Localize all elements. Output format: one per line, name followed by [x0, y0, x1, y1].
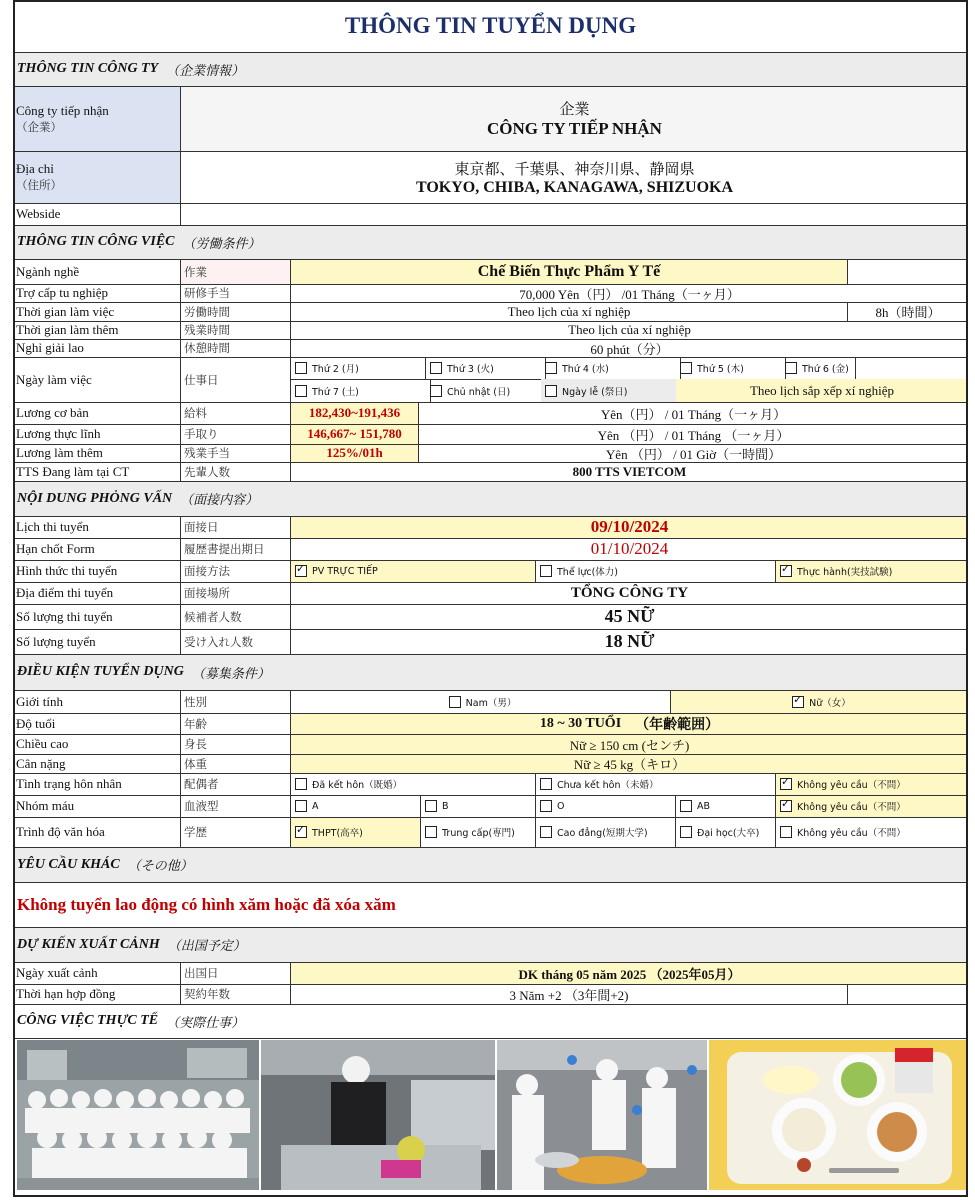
weight-value: Nữ ≥ 45 kg（キロ）	[291, 754, 968, 773]
departure-date-label: Ngày xuất cảnh	[13, 962, 181, 984]
section-title: ĐIỀU KIỆN TUYỂN DỤNG	[17, 664, 184, 679]
net-salary-unit: Yên （円） / 01 Tháng （一ヶ月）	[597, 427, 790, 443]
section-job	[13, 225, 968, 259]
overtime-pay-unit: Yên （円） / 01 Giờ（一時間）	[605, 446, 782, 462]
gender-label-jp: 性別	[181, 690, 291, 713]
checkbox-icon	[785, 362, 797, 374]
checkbox-icon	[425, 800, 437, 812]
departure-date-value: DK tháng 05 năm 2025 （2025年05月）	[291, 962, 968, 984]
education-label-jp: 学歴	[181, 817, 291, 847]
receiver-value-jp: 企業	[559, 100, 590, 118]
address-value-jp: 東京都、千葉県、神奈川県、静岡県	[454, 159, 695, 178]
blood-option-b[interactable]: B	[421, 795, 536, 817]
weight-label-jp: 体重	[181, 754, 291, 773]
checkbox-icon	[540, 778, 552, 790]
candidates-label: Số lượng thi tuyển	[13, 604, 181, 629]
address-label-jp: （住所）	[16, 178, 62, 192]
checkbox-icon	[540, 800, 552, 812]
deadline-label: Hạn chốt Form	[13, 538, 181, 560]
interview-place-row	[13, 582, 968, 604]
section-title-jp: （出国予定）	[167, 939, 246, 954]
interview-date-value: 09/10/2024	[291, 516, 968, 538]
blood-label-jp: 血液型	[181, 795, 291, 817]
other-note-row	[13, 882, 968, 927]
deadline-label-jp: 履歴書提出期日	[181, 538, 291, 560]
workday-mon[interactable]: Thứ 2 (月)	[291, 357, 426, 379]
job-overtime-row	[13, 321, 968, 339]
workday-sun[interactable]: Chủ nhật (日)	[426, 379, 546, 402]
checkbox-icon	[680, 826, 692, 838]
workdays-label: Ngày làm việc	[13, 357, 181, 402]
method-label: Hình thức thi tuyển	[13, 560, 181, 582]
section-title: DỰ KIẾN XUẤT CẢNH	[17, 936, 160, 952]
age-label: Độ tuổi	[13, 713, 181, 734]
checkbox-icon	[295, 778, 307, 790]
marital-label: Tình trạng hôn nhân	[13, 773, 181, 795]
section-title: THÔNG TIN CÔNG TY	[17, 61, 159, 76]
checkbox-checked-icon	[780, 800, 792, 812]
job-workdays-row	[13, 357, 968, 402]
workday-holiday[interactable]: Ngày lễ (祭日)	[541, 379, 681, 402]
workday-wed[interactable]: Thứ 4 (水)	[541, 357, 681, 379]
departure-date-row	[13, 962, 968, 984]
job-break-row	[13, 339, 968, 357]
job-allowance-row	[13, 284, 968, 302]
workdays-label-jp: 仕事日	[181, 357, 291, 402]
company-website-row	[13, 203, 968, 225]
method-option-physical[interactable]: Thể lực(体力)	[536, 560, 776, 582]
base-salary-unit: Yên（円） / 01 Tháng（一ヶ月）	[600, 406, 787, 422]
candidates-value: 45 NỮ	[604, 606, 655, 626]
checkbox-checked-icon	[780, 778, 792, 790]
method-label-jp: 面接方法	[181, 560, 291, 582]
section-title: THÔNG TIN CÔNG VIỆC	[17, 234, 175, 249]
job-worktime-row	[13, 302, 968, 321]
place-value: TỔNG CÔNG TY	[570, 584, 689, 601]
gender-option-female[interactable]: ✓ Nữ（女）	[671, 690, 968, 713]
checkbox-icon	[295, 800, 307, 812]
interview-method-row	[13, 560, 968, 582]
contract-label: Thời hạn hợp đồng	[13, 984, 181, 1004]
tts-label: TTS Đang làm tại CT	[13, 462, 181, 481]
job-industry-row	[13, 259, 968, 284]
factory-group-photo	[17, 1040, 259, 1190]
deadline-value: 01/10/2024	[590, 539, 669, 558]
checkbox-icon	[545, 362, 557, 374]
section-title-jp: （企業情報）	[166, 63, 245, 79]
age-value: 18 ~ 30 TUỔI	[539, 715, 622, 731]
interview-date-row	[13, 516, 968, 538]
interview-deadline-row	[13, 538, 968, 560]
allowance-label-jp: 研修手当	[181, 284, 291, 302]
age-label-jp: 年齢	[181, 713, 291, 734]
section-title-jp: （その他）	[127, 859, 193, 874]
education-option-college[interactable]: Cao đẳng(短期大学)	[536, 817, 676, 847]
checkbox-icon	[425, 826, 437, 838]
break-value: 60 phút（分）	[590, 341, 669, 357]
receiver-label: Công ty tiếp nhận	[16, 102, 109, 118]
section-departure	[13, 927, 968, 962]
workday-fri[interactable]: Thứ 6 (金)	[781, 357, 856, 379]
allowance-value: 70,000 Yên（円） /01 Tháng（一ヶ月）	[519, 286, 740, 302]
education-label: Trình độ văn hóa	[13, 817, 181, 847]
industry-label: Ngành nghề	[13, 259, 181, 284]
cond-height-row	[13, 734, 968, 754]
checkbox-icon	[295, 362, 307, 374]
worktime-label-jp: 労働時間	[181, 302, 291, 321]
cond-gender-row	[13, 690, 968, 713]
contract-value: 3 Năm +2 （3年間+2)	[291, 984, 848, 1004]
base-salary-label-jp: 給料	[181, 402, 291, 424]
height-label-jp: 身長	[181, 734, 291, 754]
blood-option-ab[interactable]: AB	[676, 795, 776, 817]
section-title-jp: （実際仕事）	[166, 1015, 245, 1031]
section-title: CÔNG VIỆC THỰC TẾ	[17, 1013, 159, 1028]
checkbox-checked-icon	[295, 565, 307, 577]
education-option-university[interactable]: Đại học(大卒)	[676, 817, 776, 847]
place-label: Địa điểm thi tuyển	[13, 582, 181, 604]
receiver-label-jp: （企業）	[16, 119, 62, 134]
gender-label: Giới tính	[13, 690, 181, 713]
cond-age-row	[13, 713, 968, 734]
checkbox-icon	[449, 696, 461, 708]
net-salary-label-jp: 手取り	[181, 424, 291, 444]
departure-contract-row	[13, 984, 968, 1004]
blood-label: Nhóm máu	[13, 795, 181, 817]
tts-value: 800 TTS VIETCOM	[572, 463, 687, 479]
title-bar	[13, 0, 968, 52]
overtime-pay-label-jp: 残業手当	[181, 444, 291, 462]
section-title-jp: （労働条件）	[182, 236, 261, 252]
gender-option-male[interactable]: Nam（男）	[291, 690, 671, 713]
contract-label-jp: 契約年数	[181, 984, 291, 1004]
education-option-vocational[interactable]: Trung cấp(専門)	[421, 817, 536, 847]
worktime-label: Thời gian làm việc	[13, 302, 181, 321]
worktime-hours: 8h（時間）	[875, 305, 941, 320]
address-label: Địa chỉ	[16, 161, 54, 176]
marital-option-any[interactable]: ✓ Không yêu cầu（不問）	[776, 773, 968, 795]
staff-cheering-photo	[497, 1040, 707, 1190]
checkbox-icon	[430, 385, 442, 397]
industry-value: Chế Biến Thực Phẩm Y Tế	[291, 259, 848, 284]
section-other	[13, 847, 968, 882]
address-value: TOKYO, CHIBA, KANAGAWA, SHIZUOKA	[415, 178, 734, 196]
place-label-jp: 面接場所	[181, 582, 291, 604]
job-base-salary-row	[13, 402, 968, 424]
checkbox-icon	[430, 362, 442, 374]
checkbox-checked-icon	[780, 565, 792, 577]
job-tts-row	[13, 462, 968, 481]
method-option-direct[interactable]: ✓ PV TRỰC TIẾP	[291, 560, 536, 582]
blood-option-any[interactable]: ✓ Không yêu cầu（不問）	[776, 795, 968, 817]
net-salary-amount: 146,667~ 151,780	[291, 424, 419, 444]
tts-label-jp: 先輩人数	[181, 462, 291, 481]
hires-label-jp: 受け入れ人数	[181, 629, 291, 654]
marital-option-single[interactable]: Chưa kết hôn（未婚）	[536, 773, 776, 795]
checkbox-icon	[545, 385, 557, 397]
industry-label-jp: 作業	[181, 259, 291, 284]
overtime-label: Thời gian làm thêm	[13, 321, 181, 339]
checkbox-icon	[540, 565, 552, 577]
interview-candidates-row	[13, 604, 968, 629]
education-option-any[interactable]: Không yêu cầu（不問）	[776, 817, 968, 847]
overtime-pay-amount: 125%/01h	[291, 444, 419, 462]
interview-date-label-jp: 面接日	[181, 516, 291, 538]
height-label: Chiều cao	[13, 734, 181, 754]
hires-value: 18 NỮ	[604, 631, 655, 651]
photo-strip	[13, 1040, 968, 1190]
base-salary-amount: 182,430~191,436	[291, 402, 419, 424]
age-value-jp: （年齢範囲）	[635, 716, 720, 733]
workday-thu[interactable]: Thứ 5 (木)	[676, 357, 786, 379]
break-label: Nghỉ giải lao	[13, 339, 181, 357]
workday-tue[interactable]: Thứ 3 (火)	[426, 357, 546, 379]
overtime-value: Theo lịch của xí nghiệp	[568, 322, 691, 337]
section-title: NỘI DUNG PHỎNG VẤN	[17, 490, 173, 506]
departure-date-label-jp: 出国日	[181, 962, 291, 984]
checkbox-icon	[295, 385, 307, 397]
blood-option-a[interactable]: A	[291, 795, 421, 817]
education-option-highschool[interactable]: ✓ THPT(高卒)	[291, 817, 421, 847]
section-title-jp: （面接内容）	[180, 493, 259, 508]
interview-date-label: Lịch thi tuyển	[13, 516, 181, 538]
job-overtime-pay-row	[13, 444, 968, 462]
receiver-value: CÔNG TY TIẾP NHẬN	[487, 119, 662, 138]
checkbox-icon	[540, 826, 552, 838]
checkbox-checked-icon	[295, 826, 307, 838]
base-salary-label: Lương cơ bản	[13, 402, 181, 424]
company-address-row	[13, 151, 968, 203]
website-value	[181, 203, 968, 225]
section-title-jp: （募集条件）	[191, 666, 270, 682]
checkbox-checked-icon	[792, 696, 804, 708]
section-title: YÊU CẦU KHÁC	[17, 856, 120, 872]
website-label: Webside	[13, 203, 181, 225]
method-option-practical[interactable]: ✓ Thực hành(実技試験)	[776, 560, 968, 582]
cond-marital-row	[13, 773, 968, 795]
meal-tray-photo	[709, 1040, 968, 1190]
candidates-label-jp: 候補者人数	[181, 604, 291, 629]
company-receiver-row	[13, 86, 968, 151]
cond-education-row	[13, 817, 968, 847]
weight-label: Cân nặng	[13, 754, 181, 773]
overtime-pay-label: Lương làm thêm	[13, 444, 181, 462]
overtime-label-jp: 残業時間	[181, 321, 291, 339]
section-conditions	[13, 654, 968, 690]
other-note: Không tuyển lao động có hình xăm hoặc đã xóa xăm	[17, 894, 396, 914]
blood-option-o[interactable]: O	[536, 795, 676, 817]
cond-blood-row	[13, 795, 968, 817]
height-value: Nữ ≥ 150 cm (センチ)	[291, 734, 968, 754]
net-salary-label: Lương thực lĩnh	[13, 424, 181, 444]
interview-hires-row	[13, 629, 968, 654]
section-actual	[13, 1004, 968, 1038]
break-label-jp: 休憩時間	[181, 339, 291, 357]
checkbox-icon	[680, 362, 692, 374]
workday-sat[interactable]: Thứ 7 (土)	[291, 379, 431, 402]
section-company	[13, 52, 968, 86]
checkbox-icon	[780, 826, 792, 838]
hires-label: Số lượng tuyển	[13, 629, 181, 654]
kitchen-prep-photo	[261, 1040, 495, 1190]
job-net-salary-row	[13, 424, 968, 444]
marital-label-jp: 配偶者	[181, 773, 291, 795]
page-title: THÔNG TIN TUYỂN DỤNG	[344, 13, 637, 38]
worktime-value: Theo lịch của xí nghiệp	[291, 302, 848, 321]
section-interview	[13, 481, 968, 516]
allowance-label: Trợ cấp tu nghiệp	[13, 284, 181, 302]
workdays-note: Theo lịch sắp xếp xí nghiệp	[676, 379, 968, 402]
cond-weight-row	[13, 754, 968, 773]
marital-option-married[interactable]: Đã kết hôn（既婚）	[291, 773, 536, 795]
checkbox-icon	[680, 800, 692, 812]
